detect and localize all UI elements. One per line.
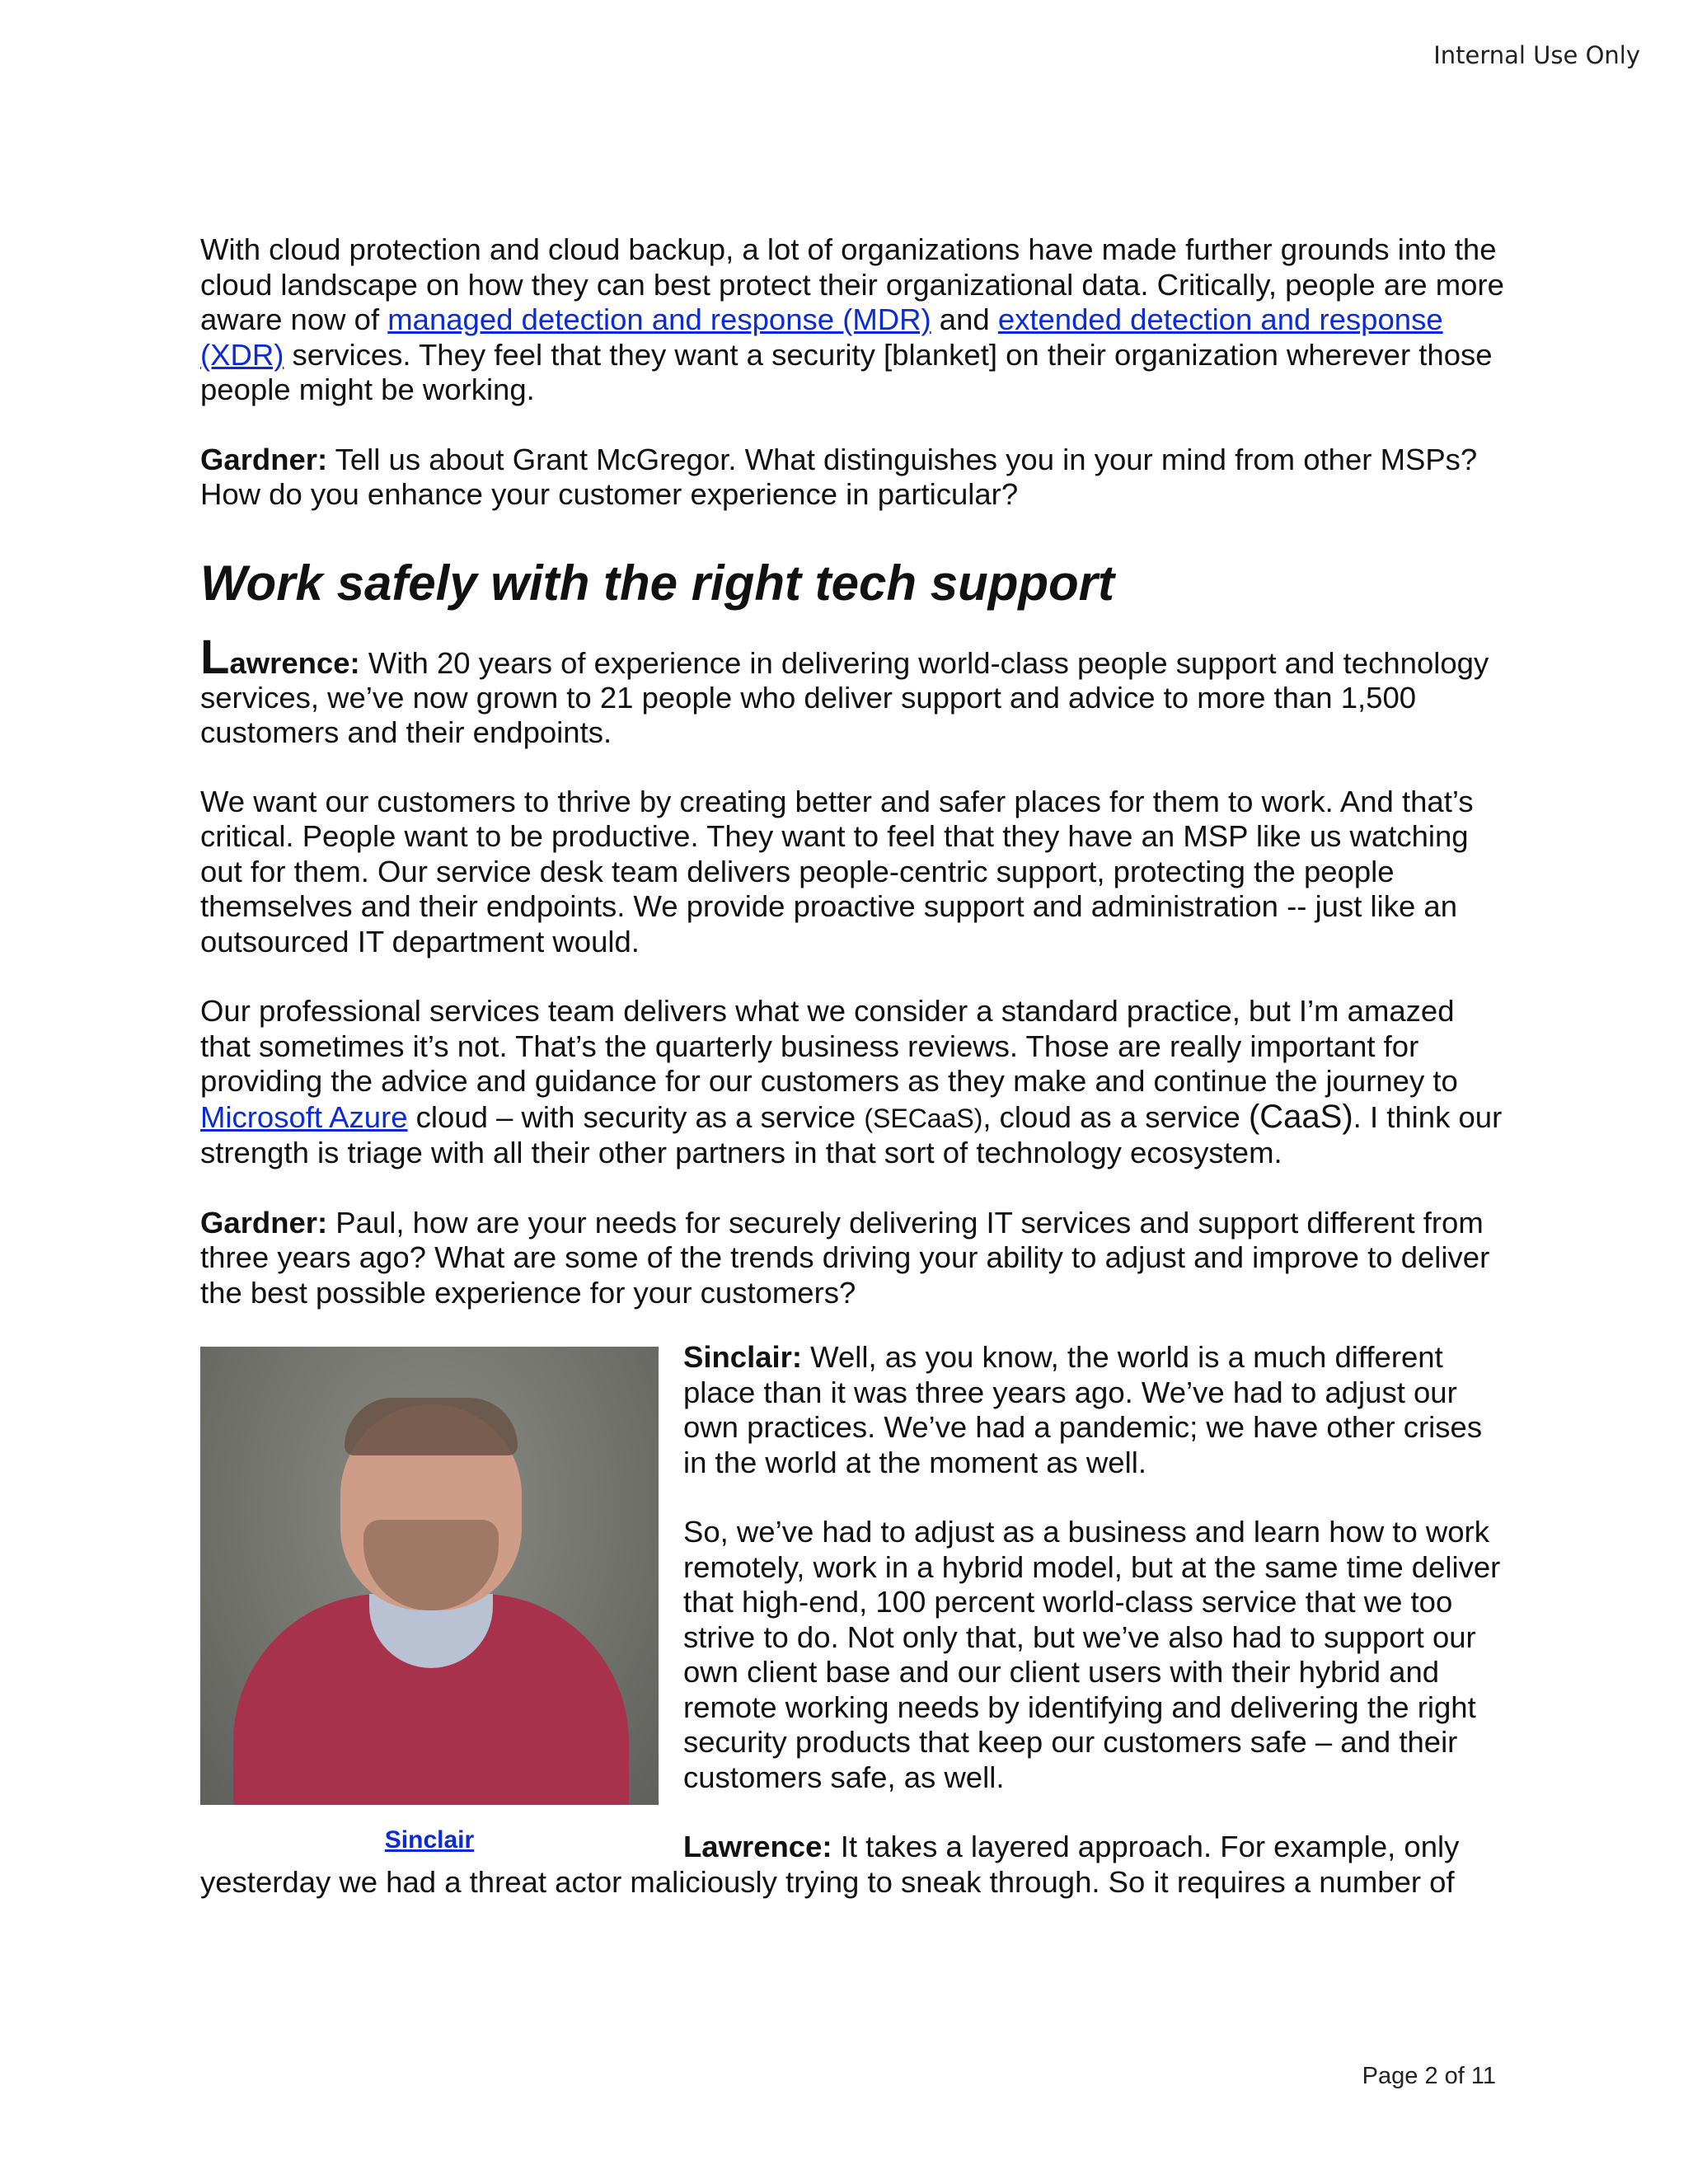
paragraph-cloud-protection: With cloud protection and cloud backup, a lot of organizations have made further grounds into the cloud landscape on how they can best protect their organizational data. Critically, people are more aware now of managed detection and response (MDR) and extended detection and response (XDR) services. They feel that they want a security [blanket] on their organization wherever those people might be working. xyxy=(200,232,1504,406)
paragraph-customers-thrive: We want our customers to thrive by creating better and safer places for them to work. And that’s critical. People want to be productive. They want to feel that they have an MSP like us watching out for them. Our service desk team delivers people-centric support, protecting the people themselves and their endpoints. We provide proactive support and administration -- just like an outsourced IT department would. xyxy=(200,784,1474,958)
sinclair-photo xyxy=(200,1347,659,1805)
question-paul-needs: Gardner: Paul, how are your needs for securely delivering IT services and support different from three years ago? What are some of the trends driving your ability to adjust and improve to deliver the best possible experience for your customers? xyxy=(200,1205,1490,1310)
link-microsoft-azure[interactable]: Microsoft Azure xyxy=(200,1099,408,1134)
internal-use-label: Internal Use Only xyxy=(1433,41,1640,69)
section-heading: Work safely with the right tech support xyxy=(200,555,1115,611)
page-number: Page 2 of 11 xyxy=(1362,2063,1496,2089)
answer-sinclair-world: Sinclair: Well, as you know, the world is a much different place than it was three years ago. We’ve had to adjust our own practices. We’ve had a pandemic; we have other crises in the world at the moment as well. xyxy=(683,1340,1483,1479)
speaker-label: Sinclair: xyxy=(683,1340,803,1374)
link-mdr[interactable]: managed detection and response (MDR) xyxy=(387,302,931,336)
answer-lawrence-layered: Lawrence: It takes a layered approach. For example, only yesterday we had a threat actor maliciously trying to sneak through. So it requires a number of xyxy=(200,1830,1460,1899)
speaker-label: Lawrence: xyxy=(683,1830,832,1863)
sinclair-caption-link[interactable]: Sinclair xyxy=(384,1826,475,1854)
link-xdr[interactable]: extended detection and response (XDR) xyxy=(200,302,1443,372)
paragraph-professional-services: Our professional services team delivers what we consider a standard practice, but I’m amazed that sometimes it’s not. That’s the quarterly business reviews. Those are really important for providing the advice and guidance for our customers as they make and continue the journey to Microsoft Azure cloud – with security as a service (SECaaS), cloud as a service (CaaS). I think our strength is triage with all their other partners in that sort of technology ecosystem. xyxy=(200,994,1503,1169)
answer-lawrence-intro: Lawrence: With 20 years of experience in delivering world-class people support and technology services, we’ve now grown to 21 people who deliver support and advice to more than 1,500 customers and their endpoints. xyxy=(200,630,1489,749)
drop-cap: L xyxy=(200,630,230,684)
document-body xyxy=(200,232,1507,1900)
answer-sinclair-adjust: So, we’ve had to adjust as a business and learn how to work remotely, work in a hybrid model, but at the same time deliver that high-end, 100 percent world-class service that we too strive to do. Not only that, but we’ve also had to support our own client base and our client users with their hybrid and remote working needs by identifying and delivering the right security products that keep our customers safe – and their customers safe, as well. xyxy=(683,1515,1501,1794)
sinclair-figure xyxy=(200,1347,659,1854)
speaker-label: awrence: xyxy=(229,645,360,680)
speaker-label: Gardner: xyxy=(200,1205,328,1240)
question-grant-mcgregor: Gardner: Tell us about Grant McGregor. What distinguishes you in your mind from other MSPs? How do you enhance your customer experience in particular? xyxy=(200,442,1478,511)
speaker-label: Gardner: xyxy=(200,442,328,476)
